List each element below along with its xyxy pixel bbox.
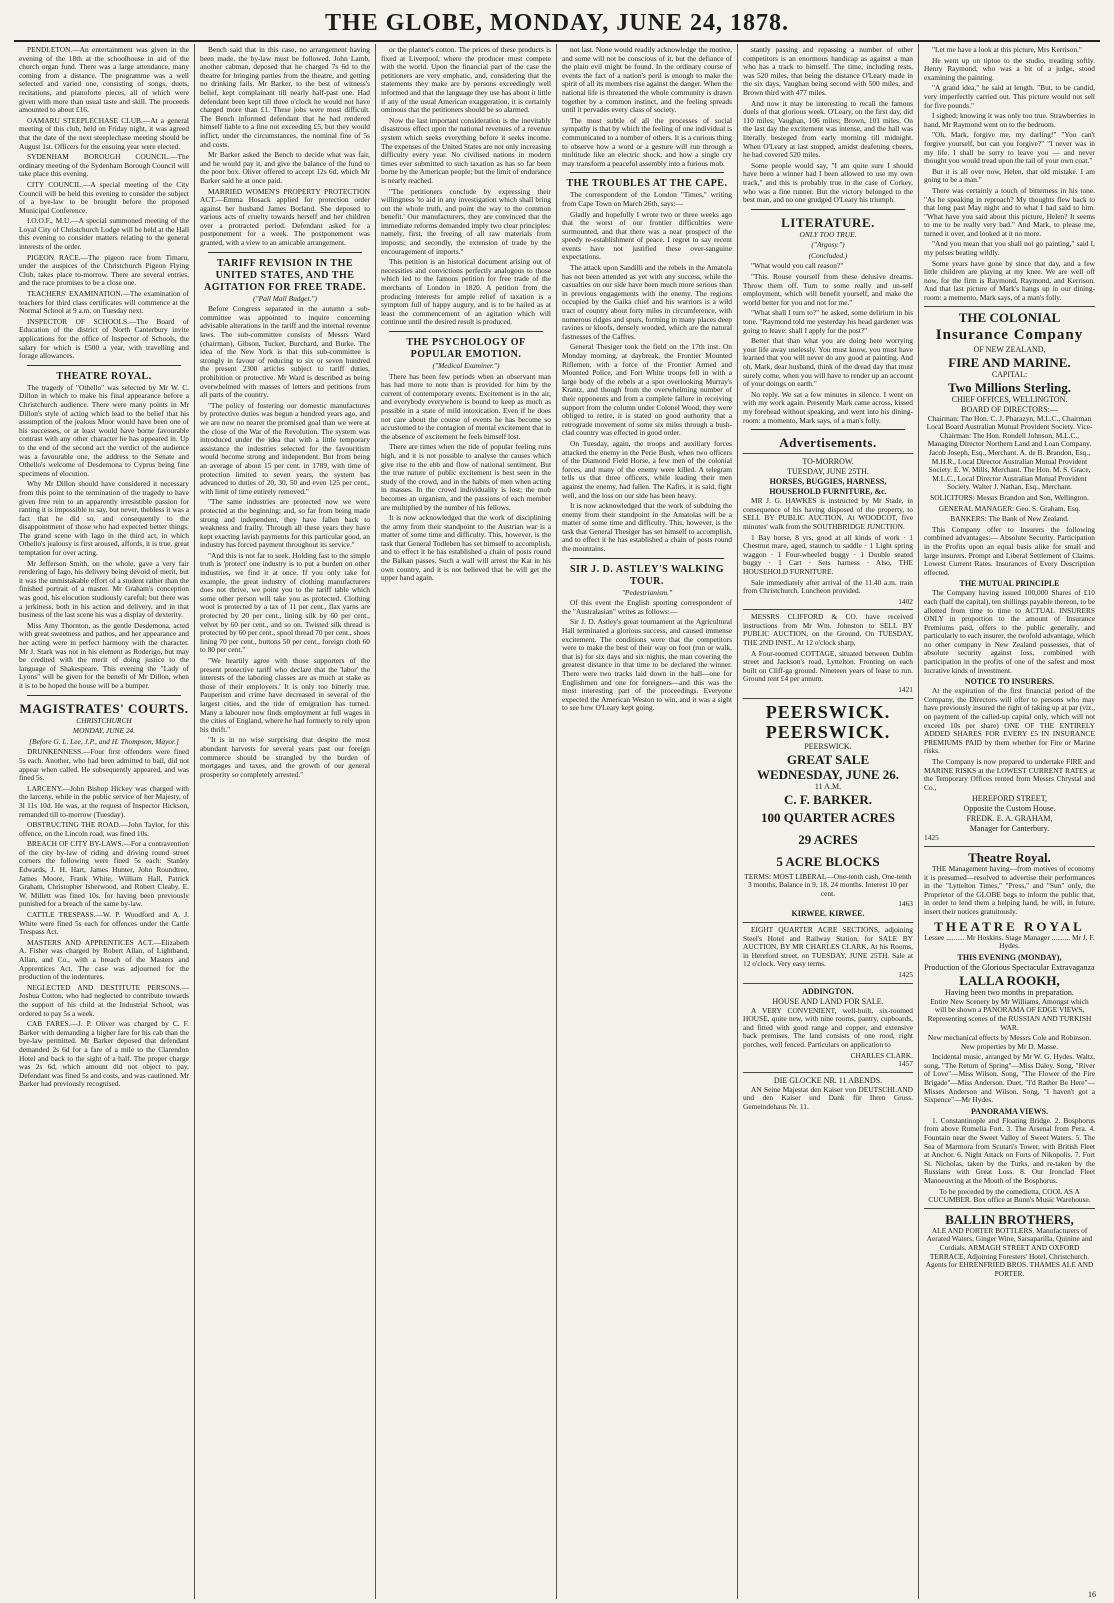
column-4 [557, 44, 738, 1599]
advert-text: MESSRS CLIFFORD & CO. have received instructions from Mr Wm. Johnston to SELL BY PUBLIC AUCTION, on the Ground, On TUESDAY, THE 2ND INST., At 12 o'clock sharp, [743, 612, 913, 648]
divider [751, 209, 905, 210]
column-6 [919, 44, 1100, 1599]
advert-list: 1. Constantinople and Floating Bridge. 2. Bosphorus from above Rumelia Fort. 3. The Arsenal from Pera. 4. Fountain near the Sweet Valley of Sweet Waters. 5. The Sea of Marmora from Scutari's Tower, with British Fleet at Anchor. 6. Night Attack on Forts of Nikopolis. 7. Fort St. Nicholas, taken by the Turks, and re-taken by the Russians with Great Loss. 8. Our Ironclad Fleet Manoeuvring at the Mouth of the Bosphorus. [924, 1115, 1095, 1185]
story-paragraph: "This. Rouse yourself from these delusive dreams. Throw them off. Turn to some really and un-self employment, which will benefit yourself, and make the world better for you and not for me." [743, 272, 913, 307]
advert-text: A VERY CONVENIENT, well-built, six-roomed HOUSE, quite new, with nine rooms, pantry, cupboards, and fitted with good range and copper, and extensive back premises. The land consists of one rood, right porches, well fenced. Particulars on application to [743, 1005, 913, 1049]
advert-sale: GREAT SALE [786, 751, 870, 767]
story-status: (Concluded.) [808, 250, 848, 260]
cape-paragraph: Gladly and hopefully I wrote two or three weeks ago that the worst of our frontier difficulties were surmounted, and that there was a near prospect of the speedy re-establishment of peace. I regret to say recent events have not justified these over-sanguine expectations. [562, 209, 732, 262]
tariff-paragraph: Now the last important consideration is the inevitably disastrous effect upon the national revenues of a revenue system which seeks everything before it seeks income. The expenses of the United States are not only increasing difficulty every year. No civilised nations in modern times ever submitted to such taxation as has so far been borne by the American people; but the limit of endurance is nearly reached. [381, 115, 551, 185]
advert-capital: Two Millions Sterling. [948, 379, 1071, 395]
advert-list: 1 Bay horse, 8 yrs, good at all kinds of work · 1 Chestnut mare, aged, staunch to saddle · 1 Light spring waggon · 1 Four-wheeled buggy · 1 Double seated buggy · 1 Cart · Sets harness · Also, THE HOUSEHOLD FURNITURE. [743, 532, 913, 576]
astley-source: "Pedestrianism." [621, 587, 673, 597]
advert-glocke [743, 1072, 913, 1112]
advert-date: TUESDAY, JUNE 25TH. [787, 467, 869, 477]
advert-headline: THE COLONIAL [958, 309, 1061, 325]
advert-clifford [743, 609, 913, 694]
magistrates-date: MONDAY, JUNE 24. [72, 726, 136, 736]
astley-paragraph: Of this event the English sporting correspondent of the "Australasian" writes as follows:— [562, 598, 732, 616]
story-title: ONLY TOO TRUE. [799, 229, 857, 239]
advert-heading: DIE GLOCKE NR. 11 ABENDS. [773, 1075, 883, 1085]
advert-place: PEERSWICK. [804, 741, 852, 751]
advert-headline: PEERSWICK. PEERSWICK. [765, 701, 891, 742]
story-source: ("Argosy.") [811, 240, 845, 250]
news-item-city-council: CITY COUNCIL.—A special meeting of the City Council will be held this evening to consider the subject of a bye-law to be brought before the proposed Municipal Conference. [19, 179, 189, 215]
cape-paragraph: General Thesiger took the field on the 17th inst. On Monday morning, at daybreak, the Frontier Mounted Riflemen, with a force of the Frontier Armed and Mounted Police, and Fort White troops fell in with a large body of the rebels at a spot overlooking Murray's Krantz, and though from the overwhelming number of their opponents and from a complete failure in receiving support from the column under Colonel Wood, they were obliged to retire, it is stated on good authority that a retrograde movement of some six miles through a bush-clad country was effected in good order. [562, 342, 732, 438]
astley-paragraph: Sir J. D. Astley's great tournament at the Agricultural Hall terminated a glorious success, and caused immense excitement. The conditions were that the competitors were to make the best of their way on foot (run or walk, that is) for six days and six nights, the man covering the greatest distance in that time to be declared the winner. There were two tracks laid down in the hall—one for Englishmen and one for foreigners—and this was the most interesting part of the proceedings. Everyone expected the American Weston to win, and it was a sight to see how O'Leary kept going. [562, 617, 732, 713]
advert-text: At the expiration of the first financial period of the Company, the Directors will offer to persons who may have previously insured the right of taking up at par (viz., on payment of the called-up capital only, which will not exceed 10s per share) ONE OF THE ENTIRELY ADDED SHARES FOR EVERY £5 IN INSURANCE PREMIUMS PAID by them whether for Fire or Marine risks. [924, 686, 1095, 756]
advert-board: BOARD OF DIRECTORS:— [961, 404, 1058, 414]
advert-text: AN Seine Majestat den Kaiser von DEUTSCHLAND und den Kaiser und Dank für Ihren Gruss. Gemeindehaus Nr. 11. [743, 1084, 913, 1111]
literature-heading: LITERATURE. [781, 214, 875, 230]
court-item: NEGLECTED AND DESTITUTE PERSONS.—Joshua Cotton, who had neglected to contribute towards the support of his child at the Industrial School, was ordered to pay 5s a week. [19, 982, 189, 1018]
court-item: Mr Barker asked the Bench to decide what was fair, and he would pay it, and give the balance of the fund to the poor box. Oliver offered to accept 12s 6d, which Mr Barker said he at once paid. [200, 150, 370, 185]
advert-terms: TERMS: MOST LIBERAL—One-tenth cash, One-tenth 3 months, Balance in 9, 18, 24 months. Interest 10 per cent. [744, 871, 912, 898]
advert-solicitors: SOLICITORS: Messrs Brandon and Son, Wellington. [930, 492, 1089, 502]
advert-text: Entire New Scenery by Mr Williams, Amongst which will be shown a PANORAMA OF EDGE VIEWS, Representing scenes of the RUSSIAN AND TURKISH WAR. [927, 996, 1092, 1032]
news-item-teachers: TEACHERS' EXAMINATION.—The examination of teachers for third class certificates will commence at the Normal School at 9 a.m. on Tuesday next. [19, 289, 189, 316]
divider [751, 429, 905, 430]
advert-peerswick [743, 698, 913, 919]
story-paragraph: "What shall I turn to?" he asked, some delirium in his tone. "Raymond told me yesterday his head gardener was going to leave: shall I apply for the post?" [743, 308, 913, 335]
advert-bankers: BANKERS: The Bank of New Zealand. [950, 514, 1069, 524]
story-paragraph: Better that than what you are doing here worrying your life away uselessly. You must know, you must have learned that you will never do any good at painting. And oh, Mark, dear husband, think of the dread day that must surely come, when you will have to render up an account of your doings on earth." [743, 336, 913, 389]
advert-date: TO-MORROW. [802, 457, 854, 467]
psychology-paragraph: There has been few periods when an observant man has had more to note than is provided for him by the current of contemporary events. Excitement is in the air, and everybody everywhere is bound to keep as much as possible in a state of mild intoxication. Even if he does not care about the course of events he has become so accustomed to the contagion of mental excitement that in the absence of excitement he feels himself lost. [381, 371, 551, 441]
psychology-heading: THE PSYCHOLOGY OF POPULAR EMOTION. [406, 337, 526, 360]
news-item-inspector: INSPECTOR OF SCHOOLS.—The Board of Education of the district of North Canterbury invite applications for the office of Inspector of Schools, the salary for which is £500 a year, with travelling and forage allowances. [19, 316, 189, 361]
advert-subheading: NOTICE TO INSURERS. [964, 677, 1055, 687]
news-item-ioof: I.O.O.F., M.U.—A special summoned meeting of the Loyal City of Christchurch Lodge will be held at the Hall this evening to consider matters relating to the general interests of the order. [19, 216, 189, 252]
advert-text: The Company is now prepared to undertake FIRE and MARINE RISKS at the LOWEST CURRENT RATES at the Temporary Offices rented from Messrs Chrystal and Co., [924, 757, 1095, 792]
advertisements-heading: Advertisements. [779, 435, 877, 451]
advert-subheading: Having been two months in preparation. [945, 987, 1074, 997]
advert-subheading: THE MUTUAL PRINCIPLE [959, 579, 1060, 589]
advert-subheading: HOUSE AND LAND FOR SALE. [772, 996, 884, 1006]
psychology-paragraph: It is now acknowledged that the work of disciplining the army from their standpoint to the Austrian war is a matter of some time and difficulty. This, however, is the task that General Todleben has set himself to accomplish, and to effect it he has established a chain of posts round the Balkan passes. Such a wall will arrest the Kat in his own country, and it is not believed that he will get the upper hand again. [381, 513, 551, 583]
astley-heading: SIR J. D. ASTLEY'S WALKING TOUR. [570, 563, 724, 587]
column-1 [14, 44, 195, 1599]
theatre-paragraph: Mr Jefferson Smith, on the whole, gave a very fair rendering of Iago, his delivery being devoid of merit, but it was the unmistakable effort of a student rather than the finished portrait of a master. Mr Graham's conception was good, his elocution studiously careful; but there was a jerkiness, both in his action and delivery, and in that business of the last scene his was a display of dexterity. [19, 558, 189, 620]
advert-colonial-insurance [924, 306, 1095, 843]
advert-lot: 5 ACRE BLOCKS [776, 853, 880, 869]
advert-town: KIRWEE. KIRWEE. [791, 909, 865, 918]
tariff-paragraph: "The petitioners conclude by expressing their willingness 'to aid in any investigation which shall bring out the whole truth, and point the way to the common benefit.' Our manufacturers, they are convinced that the immediate reforms demanded imply two clear principles: namely, first, the freeing of all raw materials from imposts; and secondly, the extension of trade by the encouragement of imports." [381, 186, 551, 256]
tariff-paragraph: This petition is an historical document arising out of necessities and convictions perfectly analogous to those which led to the famous petition for free trade of the merchants of London in 1820. A petition from the producing interests for ample relief of taxation is a symptom full of happy augury, and is to be hailed as at least the commencement of an agitation which will continue until the desired result is produced. [381, 257, 551, 327]
psychology-paragraph: The most subtle of all the processes of social sympathy is that by which the feeling of one individual is communicated to a number of others. It is a curious thing to observe how a word or a gesture will run through a multitude like an electric shock, and how a single cry may transform a peaceful assembly into a furious mob. [562, 115, 732, 168]
masthead-rule [14, 40, 1100, 42]
story-paragraph: "A grand idea," he said at length. "But, to be candid, very imperfectly carried out. This picture would not sell for five pounds." [924, 83, 1095, 110]
court-item: CATTLE TRESPASS.—W. P. Woodford and A. J. White were fined 5s each for offences under the Cattle Trespass Act. [19, 910, 189, 937]
court-item: LARCENY.—John Bishop Hickey was charged with the larceny, while in the public service of her Majesty, of 3l 11s 10d. He was, at the request of Inspector Hickson, remanded till to-morrow (Tuesday). [19, 783, 189, 819]
psychology-paragraph: not last. None would readily acknowledge the motive, and some will not be conscious of it, but the defiance of the plain evil might be found. In the ordinary course of events the fact of a nation's peril is enough to make the spirit of all its members rise against the danger. When the national life is threatened the whole community is drawn together by a common instinct, and the feeling spreads until it pervades every class of society. [562, 45, 733, 115]
column-5 [738, 44, 919, 1599]
magistrates-location: CHRISTCHURCH [76, 715, 132, 725]
advert-signatory: Manager for Canterbury. [969, 824, 1050, 834]
divider [27, 695, 181, 696]
advert-firm: C. F. BARKER. [783, 791, 872, 807]
tariff-paragraph: "The same industries are protected now we were protected at the beginning; and, so far from being made strong and independent, they have fallen back to weakness and frailty. Through all these years they have kept exacting lavish payments for this particular good, an industry has forced payment throughout its service." [200, 497, 370, 550]
advert-headline: BALLIN BROTHERS, [945, 1211, 1074, 1227]
advert-firm: CHARLES CLARK. [850, 1050, 913, 1060]
advert-manager: GENERAL MANAGER: Geo. S. Graham, Esq. [938, 503, 1081, 513]
tariff-paragraph: "We heartily agree with those supporters of the present protective tariff who declare that the 'labor' the interests of the laboring classes are as much at stake as those of their employers.' It is only too bitterly true. Pauperism and crime have decreased in several of the largest cities, and the tide of emigration has turned. Many a labourer now finds employment at full wages in the cities of England, where he had formerly to rely upon his thrift." [200, 656, 370, 734]
tariff-paragraph: "It is in no wise surprising that despite the most abundant harvests for several years past our foreign commerce should be strangled by the burden of mortgages and taxes, and the growth of our general prosperity so completely arrested." [200, 735, 370, 779]
advert-subheading: PANORAMA VIEWS. [970, 1106, 1049, 1116]
story-paragraph: "And you mean that you shall not go painting," said I, my pulses beating wildly. [924, 239, 1095, 258]
advert-lot: 100 QUARTER ACRES [761, 809, 895, 825]
advert-text: MR J. G. HAWKES is instructed by Mr Stade, in consequence of his having disposed of the property, to SELL BY PUBLIC AUCTION, At WOODCOT, five minutes' walk from the SOUTHBRIDGE JUNCTION. [743, 496, 913, 531]
court-item: DRUNKENNESS.—Four first offenders were fined 5s each. Another, who had been admitted to bail, did not appear when called. He subsequently appeared, and was fined 5s. [19, 747, 189, 783]
story-paragraph: Some years have gone by since that day, and a few little children are playing at my knee. We are well off now, for the firm is Raymond, Raymond, and Kerrison. And that last picture of Mark's hangs up in our dining-room: a memento, Mark says, of a man's folly. [924, 258, 1095, 303]
tariff-paragraph: "And this is not far to seek. Holding fast to the simple truth is 'protect' one industry is to put a burden on other industries, we find it at once. If you only take for example, the great industry of clothing manufacturers does not thrive, we point you to the tariff table which some other person will take you as protected. Clothing wool is protected by a tax of 11 per cent., flax yarns are protected by 20 per cent., lining silk by 60 per cent., velvet by 60 per cent., and so on. Twisted silk thread is protected by 60 per cent., spool thread 70 per cent., shoes lining 70 per cent., buttons 50 per cent., foreign cloth 60 to 80 per cent." [200, 550, 370, 655]
advert-capital-label: CAPITAL: [991, 369, 1028, 379]
page-number: 16 [1088, 1590, 1096, 1599]
story-paragraph: "Oh, Mark, forgive me, my darling!" "You can't forgive yourself, but can you forgive?" "I never was in my life. I shall be sorry to leave you — and never thought you would tread upon the tail of your own coat." [924, 130, 1095, 166]
advert-subheading: Production of the Glorious Spectacular Extravaganza [924, 962, 1095, 972]
advert-headline: Insurance Company [935, 326, 1084, 343]
cape-paragraph: It is now acknowledged that the work of subduing the enemy from their standpoint in the Amatolas will be a matter of some time and difficulty. This, however, is the task that General Thesiger has set himself to accomplish, and to effect it he has established a chain of posts round the mountains. [562, 501, 732, 554]
tariff-paragraph: Before Congress separated in the autumn a sub-committee was appointed to inquire concerning advisable alterations in the tariff and the internal revenue laws. The sub-committee consists of Messrs Ward (chairman), Gibson, Tucker, Burchard, and Burke. The idea of the New York is that this sub-committee is strongly in favour of reducing to six or seven hundred the present 2300 articles subject to tariff duties, prohibition or protective. Mr Ward is described as being overwhelmed with masses of letters and petitions from all parts of the country. [200, 304, 370, 400]
advert-ballin [924, 1208, 1095, 1279]
column-3 [376, 44, 557, 1599]
court-item: OBSTRUCTING THE ROAD.—John Taylor, for this offence, on the Lincoln road, was fined 10s. [19, 820, 189, 838]
court-item: MARRIED WOMEN'S PROPERTY PROTECTION ACT.—Emma Hosack applied for protection order against her husband James Borland. She deposed to various acts of cruelty towards herself and her children over a protracted period. Defendant asked for a postponement for a week. The postponement was granted, with a view to an amicable arrangement. [200, 186, 370, 248]
divider [208, 252, 362, 253]
astley-paragraph: And now it may be interesting to recall the famous duels of that glorious week. O'Leary, on the first day, did 110 miles; Vaughan, 106 miles; Brown, 101 miles. On the last day the excitement was intense, and the hall was literally besieged from early morning till midnight. When O'Leary at last stopped, amidst deafening cheers, he had covered 520 miles. [743, 98, 913, 160]
advert-address: HEREFORD STREET, [972, 794, 1047, 804]
news-item-steeplechase: OAMARU STEEPLECHASE CLUB.—At a general meeting of this club, held on Friday night, it was agreed that the date of the next steeplechase meeting should be August 1st. Officers for the ensuing year were elected. [19, 115, 189, 151]
cape-paragraph: The attack upon Sandilli and the rebels in the Amatola has not been attended as yet with any success, while the casualties on our side have been much more serious than in previous engagements with the enemy. The regions occupied by the Gaika chief and his warriors is a wild tract of country about forty miles in circumference, with numerous ridges and spurs, forming in many places deep ravines or kloofs, densely wooded, which are the natural fastnesses of the Caffres. [562, 263, 732, 341]
story-paragraph: No reply. We sat a few minutes in silence. I went on with my work again. Presently Mark came across, kissed my forehead without speaking, and went into his dining-room: a momento, Mark says, of a man's folly. [743, 389, 913, 425]
advert-text: The Company having issued 100,000 Shares of £10 each (half the capital), ten shillings payable thereon, to be allotted from time to time to ACTUAL INSURERS ONLY in proportion to the amount of Insurance Premiums paid, offers to the public generally, and particularly to each insurer, the twofold advantage, which no other company in New Zealand possesses, that of absolute security against loss, combined with participation in the profits of one of the safest and most lucrative kinds of investment. [924, 588, 1095, 675]
masthead: THE GLOBE, MONDAY, JUNE 24, 1878. [325, 10, 789, 36]
advert-text: This Company offer to Insurers the following combined advantages:— Absolute Security. Participation in the Profits upon an equal basis alike for small and large insurers. Prompt and Liberal Settlement of Claims. Lowest Current Rates. Insurances of Every Description effected. [924, 524, 1095, 577]
advert-number: 1457 [898, 1059, 913, 1069]
advert-number: 1421 [898, 685, 913, 695]
advert-heading: ADDINGTON. [802, 986, 854, 996]
story-paragraph: He went up on tiptoe to the studio, treading softly. Henry Raymond, who was a bit of a judge, stood examining the painting. [924, 55, 1095, 82]
advert-time: 11 A.M. [814, 781, 842, 791]
advert-theatre-royal [924, 846, 1095, 1205]
news-item-pigeon-race: PIGEON RACE.—The pigeon race from Timaru, under the auspices of the Christchurch Pigeon Flying Club, takes place to-morrow. There are several entries, and the race promises to be a close one. [19, 252, 189, 288]
theatre-paragraph: The tragedy of "Othello" was selected by Mr W. C. Dillon in which to make his final appearance before a Christchurch audience. There were many points in Mr Dillon's style of acting which lead to the belief that his assumption of the jealous Moor would have been one of his successes, or at least would have borne favourable contrast with any other character he has appeared in. Up to the end of the second act the verdict of the audience was a favourable one, the address to the Senate and Othello's welcome of Desdemona to Cyprus being fine specimens of elocution. [19, 382, 189, 478]
advert-subheading: OF NEW ZEALAND, [973, 344, 1046, 354]
advert-signatory: FREDK. E. A. GRAHAM, [966, 814, 1053, 824]
astley-paragraph: Some people would say, "I am quite sure I should have been a winner had I been allowed to use my own track," and this is probably true in the case of Corkey, who was a fine runner. But the victory belonged to the best man, and no one grudged O'Leary his triumph. [743, 160, 913, 205]
advert-date: WEDNESDAY, JUNE 26. [756, 766, 900, 782]
divider [570, 172, 724, 173]
advert-number: 1425 [898, 969, 913, 979]
theatre-paragraph: Why Mr Dillon should have considered it necessary from this point to the termination of the tragedy to have given free rein to an apparently irresistible passion for ranting it is impossible to say, but never, thebless it was a fact that he did so, and consequently to the disappointment of those who had expected better things. The grand scene with Iago in the third act, in which Othello's jealousy is first aroused, affords, it is true, great temptation for over acting. [19, 479, 189, 558]
story-paragraph: I sighed; knowing it was only too true. Strawberries in hand, Mr Raymond went on to the bedroom. [924, 111, 1095, 129]
cape-paragraph: The correspondent of the London "Times," writing from Cape Town on March 26th, says:— [562, 190, 732, 208]
advert-clark-sections [743, 922, 913, 980]
advert-number: 1425 [924, 833, 939, 843]
advert-text: THE Management having—from motives of economy it is presumed—resolved to advertise their performances in the "Lyttelton Times," "Press," and "Sun" only, the Proprietor of the GLOBE begs to inform the public that, in order to lend them a helping hand, he will, in future, insert their notices gratuitously. [924, 863, 1095, 916]
theatre-heading: THEATRE ROYAL. [56, 370, 152, 382]
advert-text: A Four-roomed COTTAGE, situated between Dublin street and Jackson's road, Lyttelton. Fronting on each built on Cliff-ga ground. Nineteen years of lease to run. Ground rent £4 per annum. [743, 648, 913, 684]
divider [27, 365, 181, 366]
story-paragraph: But it is all over now, Helen, that old mistake. I am going to be a man." [924, 166, 1095, 185]
tariff-paragraph: or the planter's cotton. The prices of these products is fixed at Liverpool, where the producer must compete with the world. Upon the financial part of the case the petitioners are very emphatic, and, considering that the statements they make are by persons exceedingly well informed and that the language they use has about it little if any of the usual American exaggeration, it is certainly ominous that the petitioners should be so alarmed. [381, 45, 551, 115]
advert-headline: Theatre Royal. [968, 849, 1051, 865]
news-item-pendleton: PENDLETON.—An entertainment was given in the evening of the 18th at the schoolhouse in aid of the church organ fund. There was a large attendance, many coming from a distance. The programme was a well selected and varied one, consisting of songs, duets, recitations, and pianoforte pieces, all of which were given with more than usual taste and skill. The proceeds amounted to about £16. [19, 45, 189, 115]
advert-hawkes [743, 453, 913, 606]
cape-heading: THE TROUBLES AT THE CAPE. [566, 178, 728, 190]
magistrates-heading: MAGISTRATES' COURTS. [19, 700, 189, 716]
column-container [14, 44, 1100, 1599]
advert-text: Incidental music, arranged by Mr W. G. Hydes. Waltz, song, "The Return of Spring"—Miss Daley. Song, "River of Love"—Miss Wilson. Song, "The Flower of the Fire Brigade"—Miss Anderson. Duet, "I'd Rather Be Here"—Misses Anderson and Wilson. Song, "I haven't got a Sixpence"—Mr Hydes. [924, 1052, 1095, 1105]
advert-title: HORSES, BUGGIES, HARNESS, HOUSEHOLD FURNITURE, &c. [769, 477, 887, 497]
court-item: BREACH OF CITY BY-LAWS.—For a contravention of the city by-law of riding and driving round street corners the following were fined 5s each: Stanley Edwards, J. H. Hart, James Hunter, John Roundtree, James Moore, Frank White, William Hall, Patrick Graham, Christopher Isherwood, and Robert Cleaby. E. W. Millett was fined 10s. for having been previously punished for a breach of the same by-law. [19, 839, 189, 909]
advert-text: To be preceded by the comedietta, COOL AS A CUCUMBER. Box office at Bunn's Music Warehouse. [928, 1186, 1091, 1205]
advert-lot: 29 ACRES [798, 831, 858, 847]
astley-paragraph: stantly passing and repassing a number of other competitors is an enormous handicap as against a man who has a track to himself. The time, including rests, was 520 miles, that being the distance O'Leary made in the six days, Vaughan being second with 500 miles, and Brown third with 477 miles. [743, 45, 913, 97]
advert-text: Sale immediately after arrival of the 11.40 a.m. train from Christchurch. Luncheon provided. [743, 577, 913, 596]
story-paragraph: There was certainly a touch of bitterness in his tone. "As he speaking in reproach? My thoughts flew back to that long past May night and to what I had said to him. "What have you said about this picture, Helen? It seems to me to be really very bad." And Mark, to please me, turned it over, and looked at it no more. [924, 185, 1095, 238]
tariff-source: ("Pall Mall Budget.") [253, 293, 317, 303]
theatre-paragraph: Miss Amy Thornton, as the gentle Desdemona, acted with great sweetness and pathos, and her appearance and her acting were in perfect harmony with the character. Mr J. Stark was not in his element as Roderigo, but may be credited with the merit of doing justice to the language of Shakespeare. This evening the "Lady of Lyons" will be given for the benefit of Mr Dillon, when it is to be hoped the house will be a bumper. [19, 620, 189, 690]
advert-subheading: FIRE AND MARINE. [948, 354, 1071, 370]
advert-number: 1463 [898, 899, 913, 909]
advert-text: EIGHT QUARTER ACRE SECTIONS, adjoining Steel's Hotel and Railway Station, for SALE BY AUCTION, BY MR CHARLES CLARK, At his Rooms, in Hereford street, on TUESDAY, JUNE 25TH. Sale at 12 o'clock. Very easy terms. [743, 925, 913, 969]
advert-offices: CHIEF OFFICES, WELLINGTON. [951, 394, 1068, 404]
advert-show-title: LALLA ROOKH, [959, 972, 1060, 988]
tariff-heading: TARIFF REVISION IN THE UNITED STATES, AND THE AGITATION FOR FREE TRADE. [204, 257, 366, 293]
news-item-sydenham: SYDENHAM BOROUGH COUNCIL.—The ordinary meeting of the Sydenham Borough Council will take place this evening. [19, 152, 189, 179]
tariff-paragraph: "The policy of fostering our domestic manufactures by protective duties was begun a hundred years ago, and we are now no nearer the promised goal than we were at the close of the War of the Revolution. The system was introduced under the idea that with a little temporary assistance the industries selected for the favouritism would become strong and independent. But from being an average of about 15 per cent. in 1789, with time of protection limited to seven years, the system has advanced to duties of 20, 30, 50 and even 125 per cent., with limit of time entirely removed." [200, 400, 370, 496]
psychology-paragraph: There are times when the tide of popular feeling runs high, and it is not possible to analyse the causes which give rise to the ebb and flow of national sentiment. But the true nature of public excitement is best seen in the study of the crowd, and in the habits of men when acting in masses. In the crowd individuality is lost; the mob becomes an organism, and the passions of each member are multiplied by the number of his fellows. [381, 442, 551, 512]
advert-staff: Lessee .......... Mr Hoskins. Stage Manager .......... Mr J. F. Hydes. [924, 932, 1095, 951]
advert-headline: THEATRE ROYAL [934, 918, 1085, 934]
story-paragraph: "What would you call reason?" [751, 261, 844, 271]
court-item: Bench said that in this case, no arrangement having been made, the by-law must be followed. John Lamb, another cabman, deposed that he charged 7s 6d to the theatre for bringing parties from the theatre, and getting no drinking fails. Mr Barker, to the best of witness's belief, kept complainant till nearly half-past one. Had defendant been kept till three o'clock he would not have charged more than £1. These jobs were most difficult. The Bench informed defendant that he had rendered himself liable to a fine not exceeding £5, but they would inflict, under the circumstances, the nominal fine of 5s and costs. [200, 45, 370, 149]
column-2 [195, 44, 376, 1599]
advert-date: THIS EVENING (MONDAY), [957, 952, 1062, 962]
court-item: MASTERS AND APPRENTICES ACT.—Elizabeth A. Fisher was charged by Robert Allan, of Lightband, Allan, and Co., with a breach of the Masters and Apprentices Act. The case was adjourned for the production of the indentures. [19, 937, 189, 982]
advert-address: Opposite the Custom House. [963, 804, 1056, 814]
divider [389, 331, 543, 332]
cape-paragraph: On Tuesday, again, the troops and auxiliary forces attacked the enemy in the Perie Bush, when two officers of the Diamond Field Horse, a few men of the colonial forces, and many of the enemy were killed. A telegram tells us that three officers, while leading their men against the enemy, had fallen. The Kafirs, it is said, fight well, and the loss on our side has been heavy. [562, 438, 732, 500]
advert-text: New mechanical effects by Messrs Cole and Robinson. New properties by Mr D. Masse. [927, 1033, 1092, 1051]
court-item: CAB FARES.—J. P. Oliver was charged by C. F. Barker with demanding a higher fare for his cab than the bye-law permitted. Mr Barker deposed that defendant demanded 2s 6d for a fare of a mile to the Clarendon Hotel and back to the sight of a half. The proper charge was 2s 6d, which amount did not object to pay. Defendant was fined 5s and costs, and was cautioned. Mr Barker had previously recognised. [19, 1019, 189, 1089]
divider [570, 558, 724, 559]
advert-text: ALE AND PORTER BOTTLERS. Manufacturers of Aerated Waters, Ginger Wine, Sarsaparilla, Quinine and Cordials. ARMAGH STREET AND OXFORD TERRACE, Adjoining Foresters' Hotel, Christchurch. Agents for EHRENFRIED BROS. THAMES ALE AND PORTER. [925, 1225, 1094, 1278]
advert-directors: Chairman: The Hon. C. J. Pharazyn, M.L.C., Chairman Local Board Australian Mutual Provident Society. Vice-Chairman: The Hon. Rondell Johnson, M.L.C., Managing Director Northern Land and Loan Company. Jacob Joseph, Esq., Merchant. A. de B. Brandon, Esq., M.H.R., Local Director Australian Mutual Provident Society. E. W. Mills, Merchant. The Hon. M. S. Grace, M.L.C., Local Director Australian Mutual Provident Society. Walter J. Nathan, Esq., Merchant. [926, 413, 1093, 492]
advert-number: 1402 [898, 596, 913, 606]
psychology-source: ("Medical Examiner.") [432, 361, 500, 370]
advert-addington [743, 983, 913, 1069]
story-paragraph: "Let me have a look at this picture, Mrs Kerrison." [932, 45, 1082, 54]
magistrates-bench: [Before G. L. Lee, J.P., and H. Thompson, Mayor.] [29, 736, 179, 746]
